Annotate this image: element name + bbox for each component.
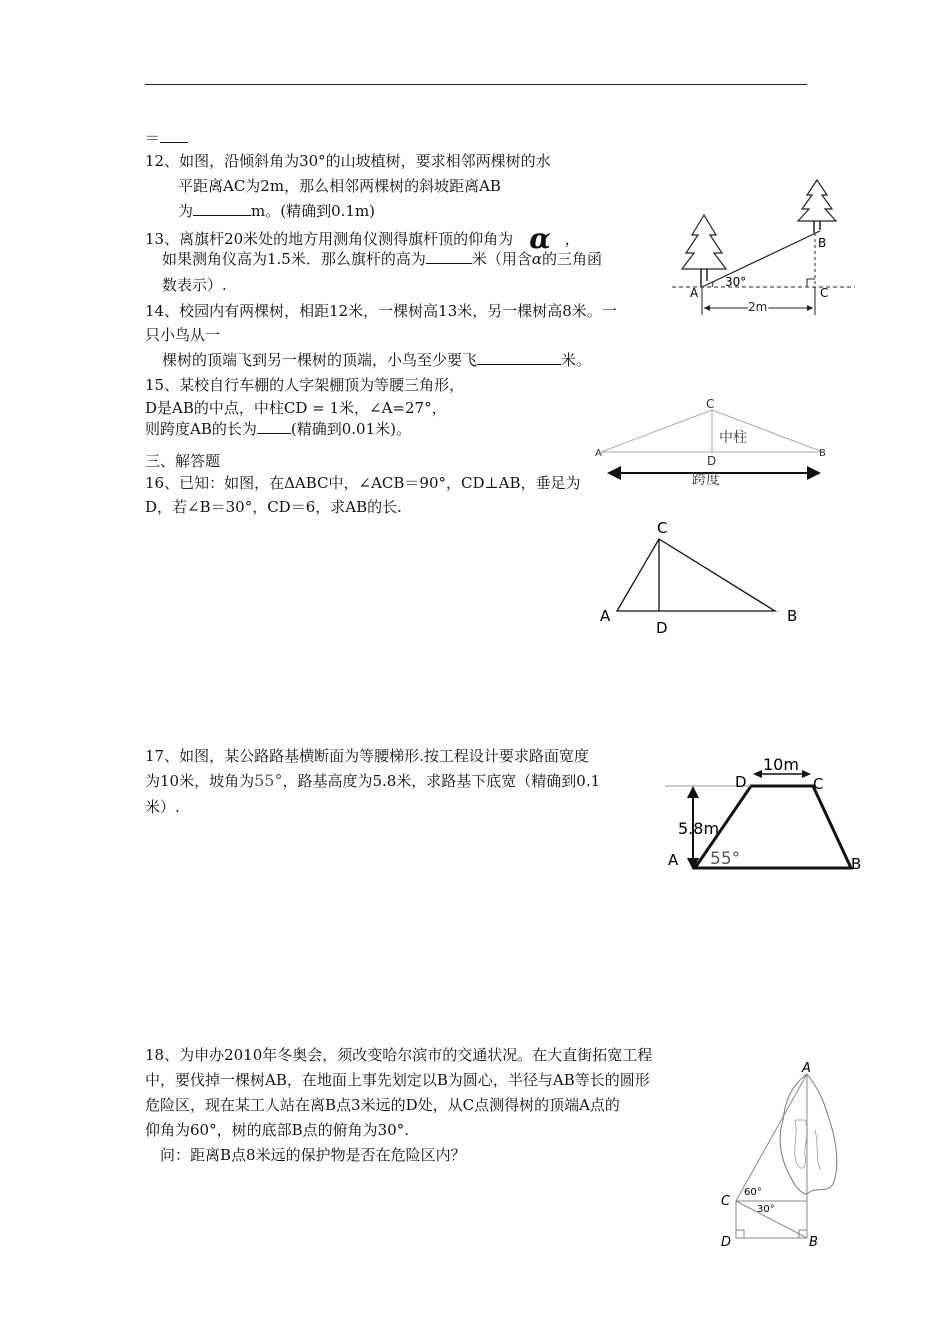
q18-line2: 中，要伐掉一棵树AB，在地面上事先划定以B为圆心，半径与AB等长的圆形 [145, 1071, 650, 1089]
q14-line2: 只小鸟从一 [145, 326, 221, 344]
q12-line3: 为 m。(精确到0.1m) [178, 202, 376, 220]
svg-text:C: C [721, 1194, 731, 1209]
q15-shed-figure [595, 394, 835, 494]
svg-text:A: A [802, 1061, 811, 1076]
q18-line5: 问：距离B点8米远的保护物是否在危险区内？ [160, 1146, 466, 1164]
q13-line2: 如果测角仪高为1.5米．那么旗杆的高为 米（用含α的三角函 [162, 250, 603, 268]
svg-text:A: A [668, 851, 679, 869]
svg-text:B: B [819, 448, 826, 459]
q14-line1: 14、校园内有两棵树，相距12米，一棵树高13米，另一棵树高8米。一 [145, 302, 617, 320]
svg-text:A: A [600, 607, 611, 625]
svg-text:B: B [851, 855, 862, 873]
svg-text:跨度: 跨度 [692, 472, 720, 488]
svg-text:C: C [813, 775, 824, 793]
q11-answer-line: ＝ [145, 127, 188, 149]
svg-text:D: D [707, 454, 717, 468]
q17-line3: 米）. [145, 798, 180, 816]
q16-line2: D，若∠B＝30°，CD＝6，求AB的长. [145, 498, 402, 516]
svg-text:30°: 30° [757, 1204, 775, 1215]
tree-left-icon [682, 215, 726, 287]
tree-right-icon [798, 180, 836, 233]
q18-line3: 危险区，现在某工人站在离B点3米远的D处，从C点测得树的顶端A点的 [145, 1096, 620, 1114]
svg-text:B: B [787, 607, 798, 625]
alpha-symbol: α [529, 222, 551, 255]
q16-line1: 16、已知：如图，在ΔABC中，∠ACB＝90°，CD⊥AB，垂足为 [145, 474, 581, 492]
q17-line1: 17、如图，某公路路基横断面为等腰梯形.按工程设计要求路面宽度 [145, 747, 589, 765]
q15-line1: 15、某校自行车棚的人字架棚顶为等腰三角形， [145, 376, 465, 394]
svg-text:30°: 30° [725, 275, 747, 289]
svg-text:C: C [706, 397, 715, 411]
svg-text:60°: 60° [744, 1187, 762, 1198]
q12-line2: 平距离AC为2m，那么相邻两棵树的斜坡距离AB [178, 177, 501, 195]
q12-slope-figure [670, 175, 860, 325]
q15-line2: D是AB的中点，中柱CD = 1米，∠A=27°， [145, 399, 447, 417]
svg-text:B: B [809, 1235, 818, 1250]
q17-trapezoid-figure [665, 752, 875, 877]
q18-tree-figure [715, 1060, 865, 1255]
svg-text:55°: 55° [710, 849, 741, 869]
svg-text:中柱: 中柱 [719, 430, 747, 446]
svg-text:5.8m: 5.8m [678, 819, 720, 838]
q17-line2: 为10米，坡角为55°，路基高度为5.8米，求路基下底宽（精确到0.1 [145, 771, 601, 790]
section-heading: 三、解答题 [145, 452, 221, 470]
svg-text:C: C [657, 519, 668, 537]
svg-text:B: B [818, 236, 827, 250]
q13-line3: 数表示）. [162, 276, 227, 294]
q16-triangle-figure [595, 515, 805, 640]
svg-text:D: D [656, 619, 668, 637]
q15-line3: 则跨度AB的长为 (精确到0.01米)。 [145, 420, 411, 438]
q12-line1: 12、如图，沿倾斜角为30°的山坡植树，要求相邻两棵树的水 [145, 152, 551, 170]
svg-text:2m: 2m [748, 300, 768, 314]
svg-text:D: D [721, 1235, 732, 1250]
q18-line4: 仰角为60°，树的底部B点的俯角为30°. [145, 1121, 409, 1139]
q18-line1: 18、为申办2010年冬奥会，须改变哈尔滨市的交通状况。在大直街拓宽工程 [145, 1046, 653, 1064]
svg-text:A: A [595, 448, 602, 459]
tree-outline-icon [780, 1074, 837, 1194]
svg-text:D: D [735, 773, 747, 791]
svg-text:A: A [690, 286, 699, 300]
svg-text:10m: 10m [763, 755, 799, 774]
svg-text:C: C [820, 286, 829, 300]
header-rule [145, 84, 807, 85]
q14-line3: 棵树的顶端飞到另一棵树的顶端，小鸟至少要飞 米。 [162, 351, 592, 369]
q13-line1: 13、离旗杆20米处的地方用测角仪测得旗杆顶的仰角为 α ， [145, 222, 580, 255]
